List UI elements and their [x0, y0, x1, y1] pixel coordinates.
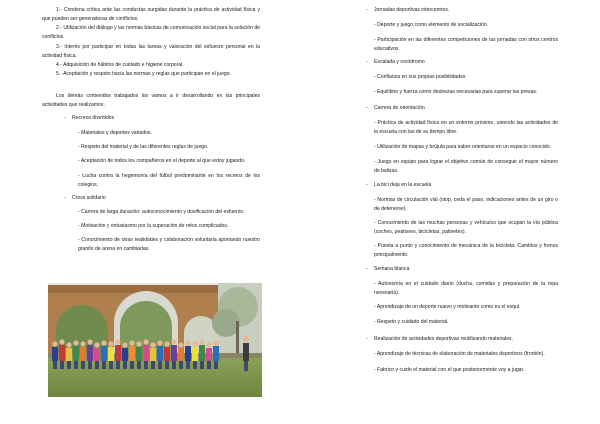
list-item: - Práctica de actividad física en un entorno próximo, uniendo las actividades de la escuela con las de su tiempo libre.: [374, 120, 558, 135]
list-item: - Carrera de larga duración: autoconocimiento y dosificación del esfuerzo.: [78, 209, 245, 215]
list-item: - Normas de circulación vial (stop, ceda el paso, indicaciones antes de un giro o de detenerse).: [374, 197, 558, 212]
objective-1: 1.- Condena crítica ante las conductas surgidas durante la práctica de actividad física y que pueden ser generadoras de conflictos.: [42, 7, 260, 22]
section-title-text: Realización de actividades deportivas reutilizando materiales.: [374, 336, 514, 342]
section-title-recreos: [64, 114, 260, 123]
section-title-bici: [366, 181, 558, 190]
list-item: - Aceptación de todos los compañeros en el deporte al que estoy jugando.: [78, 158, 246, 164]
bullet-dash: -: [366, 105, 368, 111]
bullet-dash: -: [366, 266, 368, 272]
list-item: - Deporte y juego como elemento de socialización.: [374, 22, 489, 28]
list-item: - Confianza en sus propias posibilidades: [374, 74, 466, 80]
list-item: - Participación en las diferentes competiciones de las jornadas con otros centros educativos.: [374, 37, 558, 52]
list-item: - Materiales y deportes variados.: [78, 130, 152, 136]
section-title-cross: [64, 194, 260, 203]
section-title-jornadas: [366, 6, 558, 15]
list-item: - Equilibrio y fuerza como destrezas necesarias para superar las presas.: [374, 89, 538, 95]
section-title-semana-blanca: [366, 265, 558, 274]
list-item: - Conocimiento de otras realidades y colaboración voluntaria aportando nuestro granito de arena en cambiarlas.: [78, 237, 260, 252]
section-title-text: Recreos divertidos: [72, 115, 115, 121]
group-photo-icon: [48, 283, 262, 397]
list-item: - Respeto y cuidado del material.: [374, 319, 449, 325]
list-item: - Aprendizaje de técnicas de elaboración de materiales deportivos (frontón).: [374, 351, 545, 357]
bullet-dash: -: [366, 336, 368, 342]
section-title-text: Cross solidario: [72, 195, 106, 201]
list-item: - Autonomía en el cuidado diario (ducha, comidas y preparación de la ropa necesaria).: [374, 281, 558, 296]
section-title-orientacion: [366, 104, 558, 113]
list-item: - Utilización de mapas y brújula para saber orientarse en un espacio conocido.: [374, 144, 551, 150]
section-title-escalada: [366, 58, 558, 67]
intro-paragraph: Los demás contenidos trabajados los vamos a ir desarrollando en las principales actividades que realizamos.: [42, 93, 260, 108]
objective-2: 2.- Utilización del diálogo y las normas básicas de comunicación social para la solución de conflictos.: [42, 25, 260, 40]
bullet-dash: -: [366, 59, 368, 65]
section-title-text: Escalada y rocódromo: [374, 59, 425, 65]
bullet-dash: -: [64, 195, 66, 201]
section-title-text: Carrera de orientación: [374, 105, 425, 111]
bullet-dash: -: [366, 182, 368, 188]
list-item: - Respeto del material y de las diferentes reglas de juego.: [78, 144, 209, 150]
section-title-text: La bici deja en la escuela: [374, 182, 432, 188]
list-item: - Fabrico y cuido el material con el que posteriormente voy a jugar.: [374, 367, 525, 373]
section-title-text: Semana blanca: [374, 266, 410, 272]
section-title-reutilizando: [366, 335, 558, 344]
objective-3: 3.- Interés por participar en todas las tareas y valoración del esfuerzo personal en la actividad física.: [42, 44, 260, 59]
objective-4: 4.- Adquisición de hábitos de cuidado e higiene corporal.: [56, 62, 184, 68]
list-item: - Lucha contra la hegemonía del fútbol predominante en los recreos de los colegios.: [78, 173, 260, 188]
objective-5: 5.- Aceptación y respeto hacia las normas y reglas que participan en el juego.: [56, 71, 231, 77]
bullet-dash: -: [64, 115, 66, 121]
list-item: - Motivación y entusiasmo por la superación de retos complicados.: [78, 223, 229, 229]
list-item: - Conocimiento de las muchas personas y vehículos que ocupan la vía pública (coches, peatones, bicicletas, patinetes).: [374, 220, 558, 235]
section-title-text: Jornadas deportivas intercentros.: [374, 7, 450, 13]
list-item: - Juego en equipo para lograr el objetivo común de conseguir el mayor número de balizas.: [374, 159, 558, 174]
list-item: - Puesta a punto y conocimiento de mecánica de la bicicleta: Cambios y frenos principalmente.: [374, 243, 558, 258]
bullet-dash: -: [366, 7, 368, 13]
list-item: - Aprendizaje de un deporte nuevo y motivante como es el esquí.: [374, 304, 521, 310]
